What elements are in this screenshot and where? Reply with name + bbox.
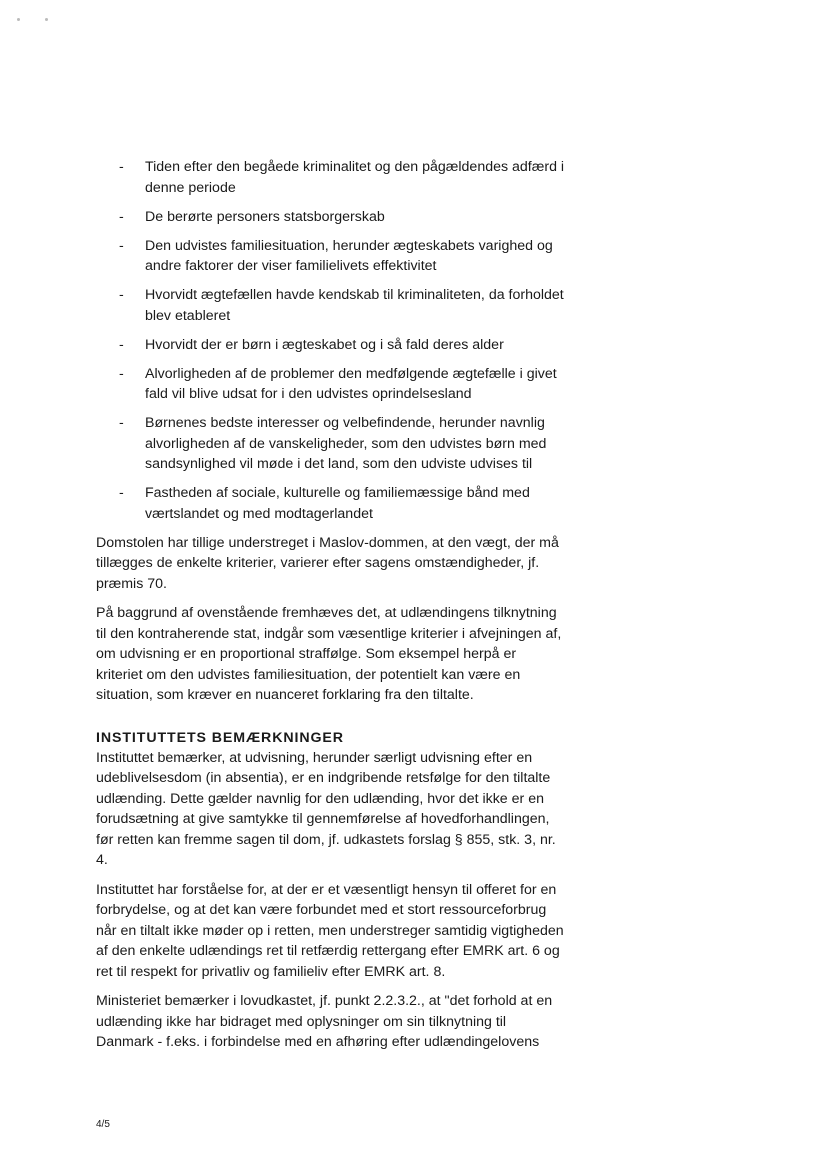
bullet-dash: - — [119, 287, 124, 303]
list-item — [96, 483, 566, 524]
bullet-dash: - — [119, 237, 124, 254]
bullet-dash: - — [119, 485, 124, 501]
scan-artifact-dot — [45, 18, 48, 21]
list-item — [96, 364, 566, 405]
list-item — [96, 207, 566, 228]
list-item — [96, 285, 566, 326]
bullet-dash: - — [119, 159, 124, 175]
bullet-dash: - — [119, 415, 124, 431]
body-paragraph: Instituttet bemærker, at udvisning, herunder særligt udvisning efter en udeblivelsesdom (in absentia), er en indgribende retsfølge for den tiltalte udlænding. Dette gælder navnlig for den udlænding, hvor det ikke er en forudsætning at give samtykke til gennemførelse af hovedforhandlingen, før retten kan fremme sagen til dom, jf. udkastets forslag § 855, stk. 3, nr. 4. — [96, 749, 556, 868]
list-item-text: Hvorvidt ægtefællen havde kendskab til kriminaliteten, da forholdet blev etableret — [145, 287, 564, 324]
list-item-text: Børnenes bedste interesser og velbefindende, herunder navnlig alvorligheden af de vanskeligheder, som den udvistes børn med sandsynlighed vil møde i det land, som den udviste udvises til — [145, 415, 547, 472]
page-content — [96, 157, 566, 1062]
list-item — [96, 157, 566, 198]
criteria-list — [96, 157, 566, 524]
scan-artifact-dot — [17, 18, 20, 21]
bullet-dash: - — [119, 208, 124, 225]
body-paragraph: Ministeriet bemærker i lovudkastet, jf. punkt 2.2.3.2., at "det forhold at en udlænding ikke har bidraget med oplysninger om sin tilknytning til Danmark - f.eks. i forbindelse med en afhøring efter udlændingelovens — [96, 993, 553, 1050]
list-item-text: Tiden efter den begåede kriminalitet og den pågældendes adfærd i denne periode — [145, 159, 565, 196]
page-number: 4/5 — [96, 1119, 110, 1130]
body-paragraph: Instituttet har forståelse for, at der er et væsentligt hensyn til offeret for en forbrydelse, og at det kan være forbundet med et stort ressourceforbrug når en tiltalt ikke møder op i retten, men understreger samtidig vigtigheden af den enkelte udlændings ret til retfærdig rettergang efter EMRK art. 6 og ret til respekt for privatliv og familieliv efter EMRK art. 8. — [96, 881, 564, 980]
body-paragraph: Domstolen har tillige understreget i Maslov-dommen, at den vægt, der må tillægges de enkelte kriterier, varierer efter sagens omstændigheder, jf. præmis 70. — [96, 534, 559, 592]
section-heading: INSTITUTTETS BEMÆRKNINGER — [96, 729, 344, 746]
list-item-text: Fastheden af sociale, kulturelle og familiemæssige bånd med værtslandet og med modtagerlandet — [145, 485, 530, 522]
list-item — [96, 413, 566, 475]
list-item — [96, 335, 566, 356]
bullet-dash: - — [119, 365, 124, 382]
bullet-dash: - — [119, 336, 124, 353]
list-item — [96, 236, 566, 277]
body-paragraph: På baggrund af ovenstående fremhæves det, at udlændingens tilknytning til den kontraherende stat, indgår som væsentlige kriterier i afvejningen af, om udvisning er en proportional straffølge. Som eksempel herpå er kriteriet om den udvistes familiesituation, der potentielt kan være en situation, som kræver en nuanceret forklaring fra den tiltalte. — [96, 605, 562, 703]
list-item-text: Alvorligheden af de problemer den medfølgende ægtefælle i givet fald vil blive udsat for i den udvistes oprindelsesland — [145, 365, 557, 402]
list-item-text: Den udvistes familiesituation, herunder ægteskabets varighed og andre faktorer der viser familielivets effektivitet — [145, 237, 553, 274]
list-item-text: Hvorvidt der er børn i ægteskabet og i så fald deres alder — [145, 336, 504, 353]
list-item-text: De berørte personers statsborgerskab — [145, 208, 385, 225]
